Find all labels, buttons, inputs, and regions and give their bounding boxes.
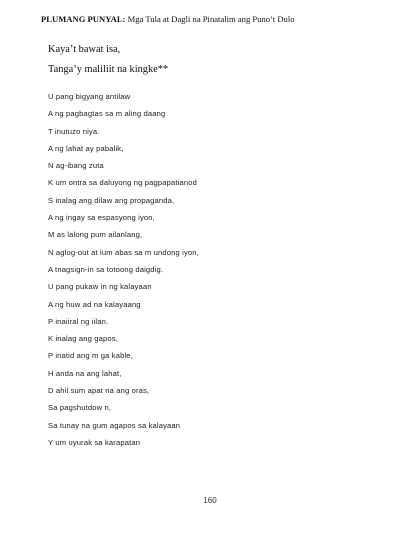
poem-line: U pang bigyang antilaw <box>48 92 131 101</box>
poem-line: P inatid ang m ga kable, <box>48 351 133 361</box>
poem-line: N aglog-out at lum abas sa m undong iyon, <box>48 247 199 257</box>
poem-line: Sa tunay na gum agapos sa kalayaan <box>48 420 181 430</box>
poem-line: A ng lahat ay pabalik, <box>48 143 124 153</box>
poem-line: K um ontra sa daluyong ng pagpapatianod <box>48 178 197 188</box>
poem-line: A ng ingay sa espasyong iyon, <box>48 213 155 223</box>
poem-line: A tnagsign-in sa totoong daigdig. <box>48 264 164 274</box>
poem-line: K inalag ang gapos, <box>48 334 118 344</box>
book-title: PLUMANG PUNYAL: <box>41 14 126 24</box>
poem-line: D ahil sum apat na ang oras, <box>48 386 150 396</box>
poem-line: S inalag ang dilaw ang propaganda, <box>48 195 175 205</box>
poem-line: Sa pagshutdow n, <box>48 403 112 413</box>
book-subtitle: Mga Tula at Dagli na Pinatalim ang Puno’t Dulo <box>125 14 295 24</box>
poem-line: U pang pukaw in ng kalayaan <box>48 282 152 292</box>
poem-line: T inutuzo niya. <box>48 126 100 136</box>
poem-line: A ng huw ad na kalayaang <box>48 299 141 309</box>
poem-heading-line: Tanga’y maliliit na kingke** <box>48 64 169 75</box>
poem-body <box>48 88 199 451</box>
running-header <box>41 14 295 24</box>
page-number: 160 <box>203 496 217 505</box>
poem-line: N ag-ibang zuta <box>48 161 104 171</box>
poem-line: H anda na ang lahat, <box>48 368 122 378</box>
poem-line: P inaiiral ng iilan. <box>48 316 109 326</box>
poem-line: M as lalong pum ailanlang, <box>48 230 143 240</box>
poem-line: Y um uyurak sa karapatan <box>48 437 141 447</box>
poem-heading-line: Kaya’t bawat isa, <box>48 44 121 55</box>
poem-line: A ng pagbagtas sa m aling daang <box>48 109 166 119</box>
